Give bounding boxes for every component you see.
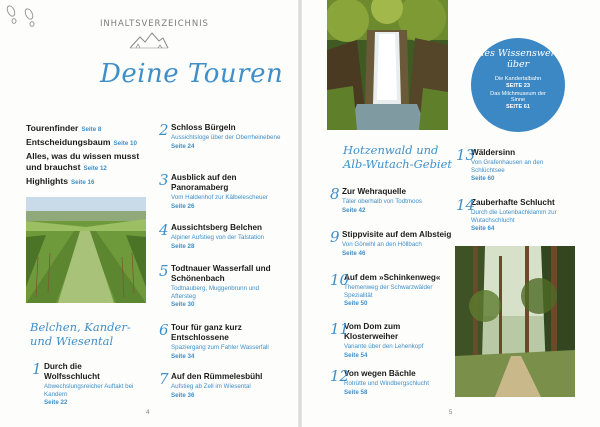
info-badge [471, 38, 565, 132]
page-number-right: 5 [449, 410, 453, 416]
page-number-left: 4 [146, 410, 150, 416]
tour-entry[interactable]: 6 Tour für ganz kurz Entschlossene Spaziergang zum Fahler Wasserfall Seite 34 [159, 321, 269, 360]
tour-entry[interactable]: 3 Ausblick auf den Panoramaberg Vom Haldenhof zur Kälbelescheuer Seite 26 [159, 171, 268, 210]
tour-number: 8 [330, 185, 340, 203]
tour-number: 12 [330, 367, 350, 385]
toc-item[interactable]: Tourenfinder Seite 8 [26, 123, 102, 133]
tour-number: 1 [32, 360, 42, 378]
tour-entry[interactable]: 5 Todtnauer Wasserfall und Schönenbach Todtnauberg, Muggenbrunn und Aftersteg Seite 30 [159, 262, 271, 309]
tour-entry[interactable]: 8 Zur Wehraquelle Täler oberhalb von Todtmoos Seite 42 [330, 185, 423, 214]
toc-item[interactable]: Highlights Seite 16 [26, 176, 95, 186]
tour-number: 3 [159, 171, 169, 189]
section-heading-hotzenwald: Hotzenwald und Alb-Wutach-Gebiet [343, 143, 453, 171]
tour-number: 5 [159, 262, 169, 280]
tour-number: 6 [159, 321, 169, 339]
tour-number: 4 [159, 221, 169, 239]
tour-entry[interactable]: 13 Wäldersinn Von Grafenhausen an den Schlüchtsee Seite 60 [456, 146, 544, 183]
tour-entry[interactable]: 2 Schloss Bürgeln Aussichtsloge über der Oberrheinebene Seite 24 [159, 121, 281, 150]
tour-entry[interactable]: 4 Aussichtsberg Belchen Alpiner Aufstieg von der Talstation Seite 28 [159, 221, 265, 250]
waterfall-photo [327, 0, 448, 130]
toc-item[interactable]: Entscheidungsbaum Seite 10 [26, 137, 137, 147]
tour-entry[interactable]: 9 Stippvisite auf dem Albsteig Von Görwihl an den Höllbach Seite 46 [330, 228, 452, 257]
tour-entry[interactable]: 7 Auf den Rümmelesbühl Aufstieg ab Zell im Wiesental Seite 36 [159, 370, 263, 399]
toc-item[interactable]: Alles, was du wissen musst und brauchst Seite 12 [26, 151, 140, 172]
brand-label: INHALTSVERZEICHNIS [100, 19, 209, 29]
badge-title: Alles Wissenswerte über [471, 48, 565, 70]
tour-entry[interactable]: 14 Zauberhafte Schlucht Durch die Lotenbachklamm zur Wutachschlucht Seite 64 [456, 196, 557, 233]
tour-number: 2 [159, 121, 169, 139]
tour-number: 10 [330, 271, 350, 289]
badge-item[interactable]: Die Kandertalbahn SEITE 23 [494, 76, 542, 89]
tour-entry[interactable]: 1 Durch die Wolfsschlucht Abwechslungsreicher Auftakt bei Kandern Seite 22 [32, 360, 134, 407]
badge-item[interactable]: Das Milchmuseum der Sinne SEITE 61 [490, 90, 546, 110]
tour-number: 9 [330, 228, 340, 246]
book-gutter [298, 0, 302, 427]
section-heading-belchen: Belchen, Kander- und Wiesental [30, 320, 131, 348]
mountain-logo-icon [128, 30, 170, 50]
vineyard-photo [26, 197, 146, 303]
toc-list [26, 123, 156, 190]
tour-number: 13 [456, 146, 476, 164]
forest-path-photo [455, 246, 575, 397]
footprints-icon [2, 2, 48, 36]
page-title: Deine Touren [100, 59, 284, 89]
tour-number: 11 [330, 320, 350, 338]
tour-entry[interactable]: 10 Auf dem »Schinkenweg« Themenweg der Schwarzwälder Spezialität Seite 50 [330, 271, 441, 308]
tour-number: 14 [456, 196, 476, 214]
tour-number: 7 [159, 370, 169, 388]
tour-entry[interactable]: 11 Vom Dom zum Klosterweiher Variante über den Lehenkopf Seite 54 [330, 320, 424, 359]
tour-entry[interactable]: 12 Von wegen Bächle Rotrütte und Windbergschlucht Seite 58 [330, 367, 429, 396]
